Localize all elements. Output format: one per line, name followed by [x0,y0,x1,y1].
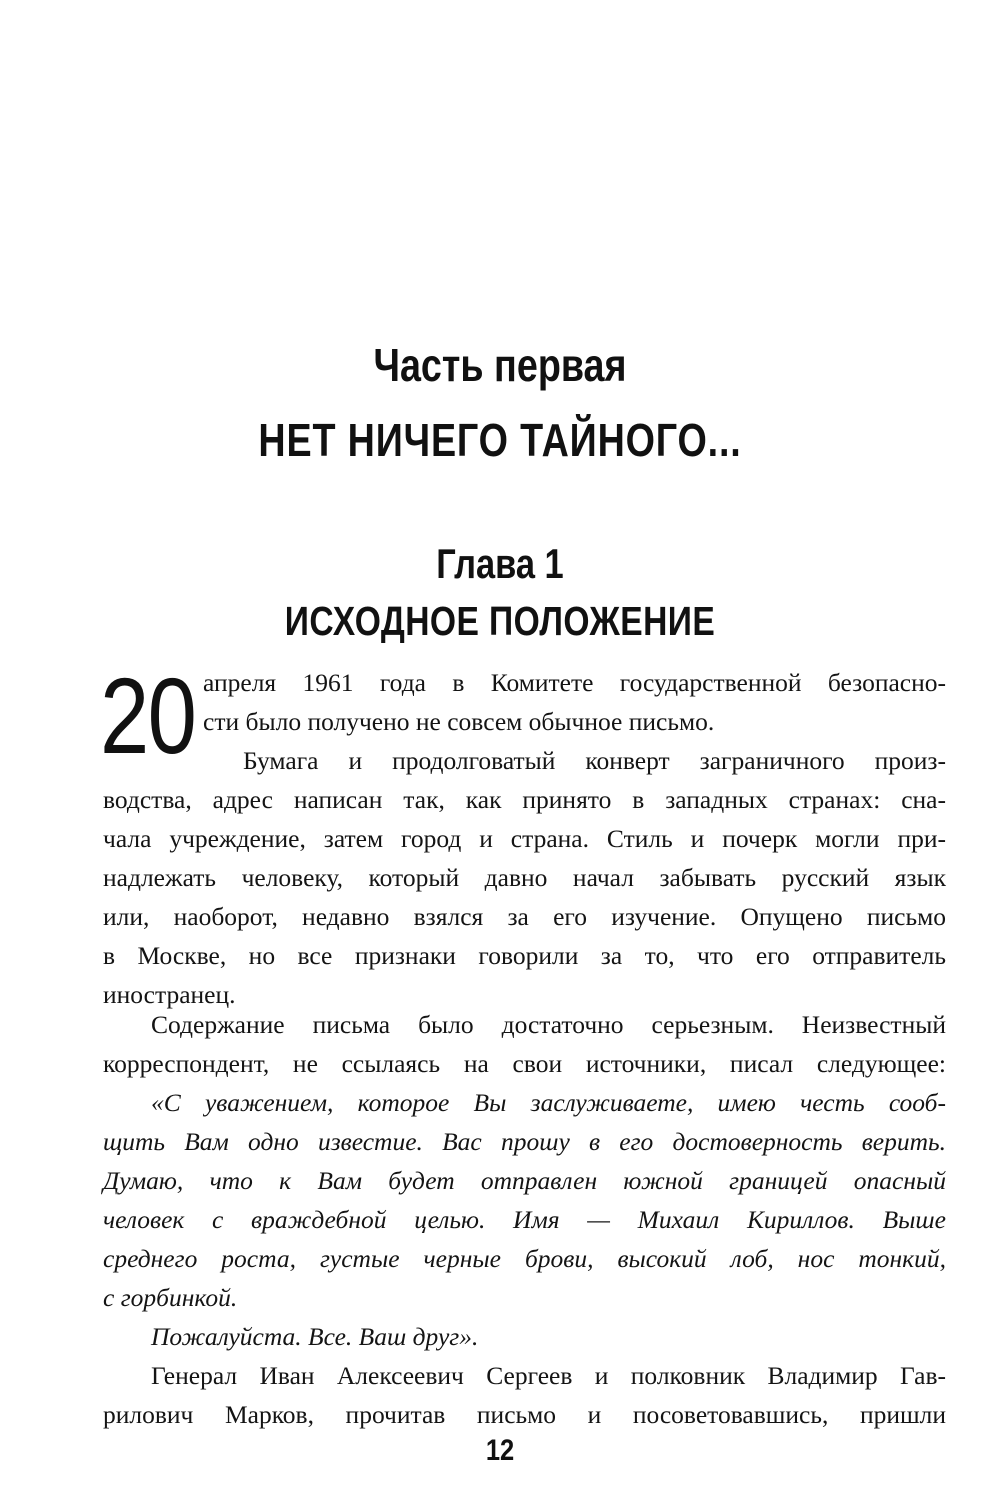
text-line: Бумага и продолговатый конверт заграничного произ- [243,746,946,775]
part-title: НЕТ НИЧЕГО ТАЙНОГО... [258,414,742,466]
text-line: в Москве, но все признаки говорили за то, что его отправитель [103,941,946,970]
text-line: апреля 1961 года в Комитете государственной безопасно- [203,668,946,697]
paragraph-1 [103,741,946,1014]
text-line: «С уважением, которое Вы заслуживаете, имею честь сооб- [151,1088,946,1117]
text-line: рилович Марков, прочитав письмо и посоветовавшись, пришли [103,1400,946,1429]
drop-cap: 20 [100,655,196,776]
chapter-title: ИСХОДНОЕ ПОЛОЖЕНИЕ [284,598,716,644]
text-line: или, наоборот, недавно взялся за его изучение. Опущено письмо [103,902,946,931]
page-number: 12 [485,1434,515,1467]
text-line: щить Вам одно известие. Вас прошу в его достоверность верить. [103,1127,946,1156]
text-line: сти было получено не совсем обычное письмо. [203,707,715,736]
dropcap-paragraph [203,663,946,741]
text-line: Содержание письма было достаточно серьезным. Неизвестный [151,1010,946,1039]
text-line: человек с враждебной целью. Имя — Михаил Кириллов. Выше [103,1205,946,1234]
letter-closing: Пожалуйста. Все. Ваш друг». [151,1322,479,1351]
text-line: корреспондент, не ссылаясь на свои источники, писал следующее: [103,1049,946,1078]
chapter-label: Глава 1 [436,540,564,587]
text-line: чала учреждение, затем город и страна. Стиль и почерк могли при- [103,824,946,853]
text-line: среднего роста, густые черные брови, высокий лоб, нос тонкий, [103,1244,946,1273]
paragraph-2 [103,1005,946,1083]
text-line: надлежать человеку, который давно начал забывать русский язык [103,863,946,892]
text-line: водства, адрес написан так, как принято в западных странах: сна- [103,785,946,814]
text-line: иностранец. [103,980,236,1009]
letter-quote [103,1083,946,1356]
part-label: Часть первая [373,339,627,391]
paragraph-3 [103,1356,946,1434]
text-line: Думаю, что к Вам будет отправлен южной границей опасный [103,1166,946,1195]
text-line: Генерал Иван Алексеевич Сергеев и полковник Владимир Гав- [151,1361,946,1390]
text-line: с горбинкой. [103,1283,238,1312]
